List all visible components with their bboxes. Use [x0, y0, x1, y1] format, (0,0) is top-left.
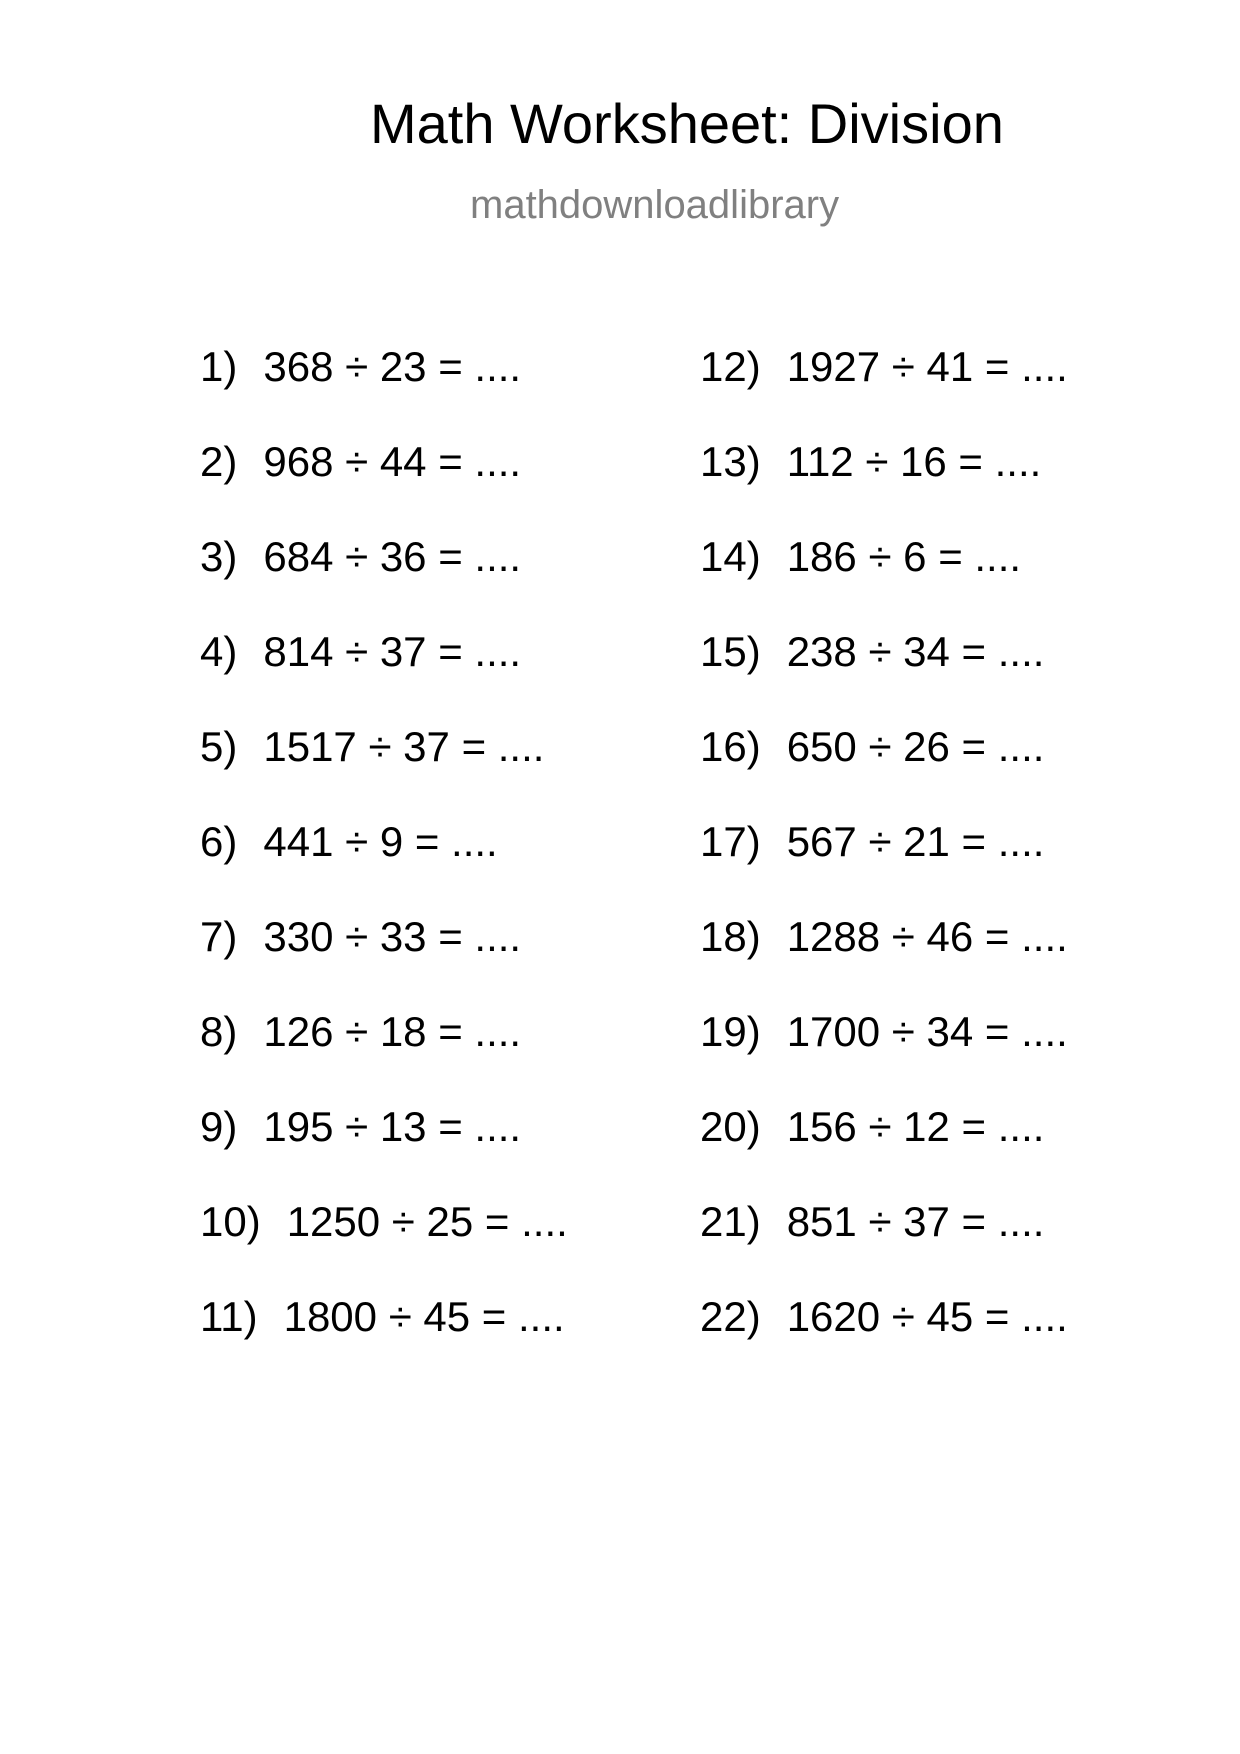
- problem-expression: 968 ÷ 44 = ....: [263, 438, 522, 485]
- problem-expression: 112 ÷ 16 = ....: [786, 438, 1042, 485]
- problem-number: 9): [200, 1103, 238, 1150]
- problem-item: [700, 343, 1160, 441]
- problem-expression: 1288 ÷ 46 = ....: [786, 913, 1068, 960]
- problem-item: [700, 723, 1160, 821]
- problem-item: [200, 343, 660, 441]
- problem-number: 20): [700, 1103, 761, 1150]
- problem-expression: 1800 ÷ 45 = ....: [283, 1293, 565, 1340]
- problem-item: [700, 1008, 1160, 1106]
- problem-column-right: [700, 343, 1160, 1391]
- problem-item: [200, 1103, 660, 1201]
- problem-item: [200, 628, 660, 726]
- problem-number: 4): [200, 628, 238, 675]
- problem-expression: 126 ÷ 18 = ....: [263, 1008, 522, 1055]
- problem-item: [200, 1293, 660, 1391]
- problem-item: [700, 438, 1160, 536]
- problem-number: 11): [200, 1293, 258, 1340]
- problem-number: 15): [700, 628, 761, 675]
- problem-expression: 684 ÷ 36 = ....: [263, 533, 522, 580]
- problem-expression: 650 ÷ 26 = ....: [786, 723, 1045, 770]
- problem-expression: 195 ÷ 13 = ....: [263, 1103, 522, 1150]
- problem-item: [700, 628, 1160, 726]
- problem-number: 1): [200, 343, 238, 390]
- problem-expression: 1620 ÷ 45 = ....: [786, 1293, 1068, 1340]
- problem-item: [700, 1198, 1160, 1296]
- problem-number: 2): [200, 438, 238, 485]
- problem-number: 5): [200, 723, 238, 770]
- problem-number: 13): [700, 438, 761, 485]
- problem-number: 17): [700, 818, 761, 865]
- problem-number: 22): [700, 1293, 761, 1340]
- problem-item: [700, 913, 1160, 1011]
- problem-number: 19): [700, 1008, 761, 1055]
- problem-expression: 567 ÷ 21 = ....: [786, 818, 1045, 865]
- problem-expression: 368 ÷ 23 = ....: [263, 343, 522, 390]
- problem-item: [200, 818, 660, 916]
- problem-expression: 330 ÷ 33 = ....: [263, 913, 522, 960]
- problem-number: 18): [700, 913, 761, 960]
- problem-item: [700, 1293, 1160, 1391]
- problem-number: 7): [200, 913, 238, 960]
- problem-item: [700, 533, 1160, 631]
- problem-number: 16): [700, 723, 761, 770]
- problem-expression: 814 ÷ 37 = ....: [263, 628, 522, 675]
- problem-item: [200, 1198, 660, 1296]
- problem-number: 14): [700, 533, 761, 580]
- problem-item: [200, 1008, 660, 1106]
- worksheet-header: [0, 0, 1240, 260]
- problem-item: [200, 533, 660, 631]
- problem-expression: 851 ÷ 37 = ....: [786, 1198, 1045, 1245]
- problem-list: [200, 343, 1140, 1366]
- problem-item: [200, 438, 660, 536]
- problem-item: [700, 1103, 1160, 1201]
- problem-number: 3): [200, 533, 238, 580]
- problem-expression: 1250 ÷ 25 = ....: [286, 1198, 568, 1245]
- problem-number: 12): [700, 343, 761, 390]
- problem-number: 8): [200, 1008, 238, 1055]
- problem-expression: 1700 ÷ 34 = ....: [786, 1008, 1068, 1055]
- problem-column-left: [200, 343, 660, 1391]
- problem-expression: 1517 ÷ 37 = ....: [263, 723, 545, 770]
- problem-item: [200, 723, 660, 821]
- problem-number: 6): [200, 818, 238, 865]
- problem-item: [200, 913, 660, 1011]
- problem-item: [700, 818, 1160, 916]
- problem-expression: 1927 ÷ 41 = ....: [786, 343, 1068, 390]
- page-subtitle: mathdownloadlibrary: [470, 183, 840, 227]
- problem-expression: 441 ÷ 9 = ....: [263, 818, 498, 865]
- problem-number: 10): [200, 1198, 261, 1245]
- page-title: Math Worksheet: Division: [370, 92, 1004, 155]
- problem-expression: 186 ÷ 6 = ....: [786, 533, 1022, 580]
- problem-expression: 156 ÷ 12 = ....: [786, 1103, 1045, 1150]
- problem-number: 21): [700, 1198, 761, 1245]
- problem-expression: 238 ÷ 34 = ....: [786, 628, 1045, 675]
